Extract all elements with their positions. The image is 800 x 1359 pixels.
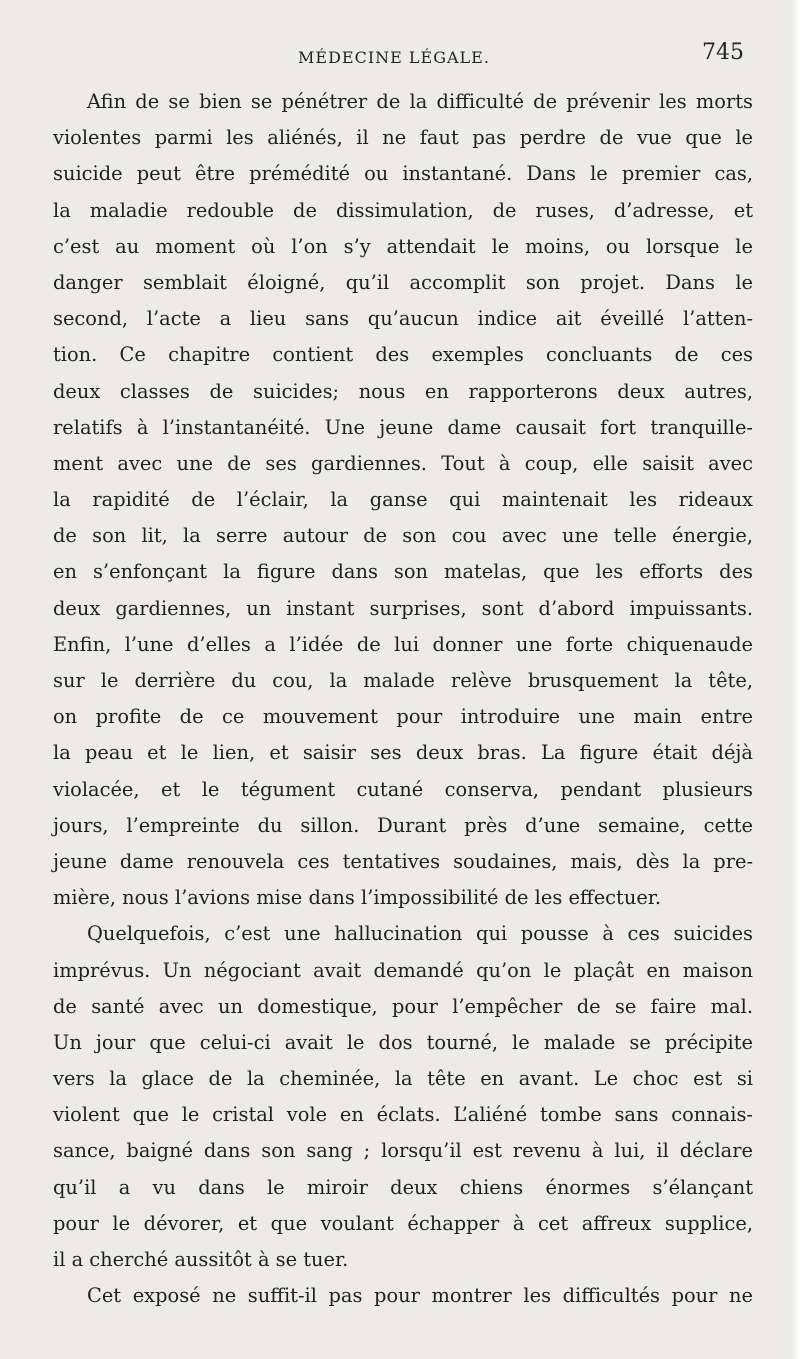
text-line: la maladie redouble de dissimulation, de ruses, d’adresse, et [53,198,753,222]
text-line: de santé avec un domestique, pour l’empêcher de se faire mal. [53,994,753,1018]
text-line: mière, nous l’avions mise dans l’impossibilité de les effectuer. [53,886,662,910]
paragraph-2 [53,916,753,1278]
text-line: deux classes de suicides; nous en rapporterons deux autres, [53,379,753,403]
text-line: Afin de se bien se pénétrer de la difficulté de prévenir les morts [87,90,753,113]
text-line: la rapidité de l’éclair, la ganse qui maintenait les rideaux [53,488,753,512]
text-line: de son lit, la serre autour de son cou avec une telle énergie, [53,524,753,548]
text-line: Un jour que celui-ci avait le dos tourné, le malade se précipite [53,1030,753,1054]
text-line: danger semblait éloigné, qu’il accomplit son projet. Dans le [53,270,753,294]
text-line: second, l’acte a lieu sans qu’aucun indice ait éveillé l’atten- [53,307,753,331]
text-line: on profite de ce mouvement pour introduire une main entre [53,705,753,729]
text-line: Enfin, l’une d’elles a l’idée de lui donner une forte chiquenaude [53,632,753,656]
text-line: violacée, et le tégument cutané conserva, pendant plusieurs [53,777,753,801]
page-number: 745 [702,40,744,65]
text-line: imprévus. Un négociant avait demandé qu’on le plaçât en maison [53,958,753,982]
text-line: sance, baigné dans son sang ; lorsqu’il est revenu à lui, il déclare [53,1139,753,1163]
text-line: c’est au moment où l’on s’y attendait le moins, ou lorsque le [53,234,753,258]
body-text [53,84,753,1314]
text-line: pour le dévorer, et que voulant échapper à cet affreux supplice, [53,1211,753,1235]
text-line: Cet exposé ne suffit-il pas pour montrer les difficultés pour ne [87,1284,753,1308]
text-line: jeune dame renouvela ces tentatives soudaines, mais, dès la pre- [53,849,753,873]
text-line: relatifs à l’instantanéité. Une jeune dame causait fort tranquille- [53,415,753,439]
text-line: Quelquefois, c’est une hallucination qui pousse à ces suicides [87,922,753,946]
page-edge [790,0,800,1359]
text-line: il a cherché aussitôt à se tuer. [53,1248,349,1271]
text-line: vers la glace de la cheminée, la tête en avant. Le choc est si [53,1067,753,1091]
text-line: en s’enfonçant la figure dans son matelas, que les efforts des [53,560,753,584]
paragraph-1 [53,84,753,916]
text-line: ment avec une de ses gardiennes. Tout à coup, elle saisit avec [53,451,753,475]
text-line: suicide peut être prémédité ou instantané. Dans le premier cas, [53,162,753,186]
text-line: violentes parmi les aliénés, il ne faut pas perdre de vue que le [53,126,753,150]
text-line: sur le derrière du cou, la malade relève brusquement la tête, [53,669,753,692]
text-line: violent que le cristal vole en éclats. L’aliéné tombe sans connais- [53,1103,753,1127]
text-line: deux gardiennes, un instant surprises, sont d’abord impuissants. [53,596,753,620]
paragraph-3 [53,1278,753,1314]
text-line: qu’il a vu dans le miroir deux chiens énormes s’élançant [53,1175,753,1199]
text-line: la peau et le lien, et saisir ses deux bras. La figure était déjà [53,741,753,765]
running-title: MÉDECINE LÉGALE. [298,48,490,67]
text-line: jours, l’empreinte du sillon. Durant près d’une semaine, cette [53,813,753,837]
text-line: tion. Ce chapitre contient des exemples concluants de ces [53,343,753,367]
